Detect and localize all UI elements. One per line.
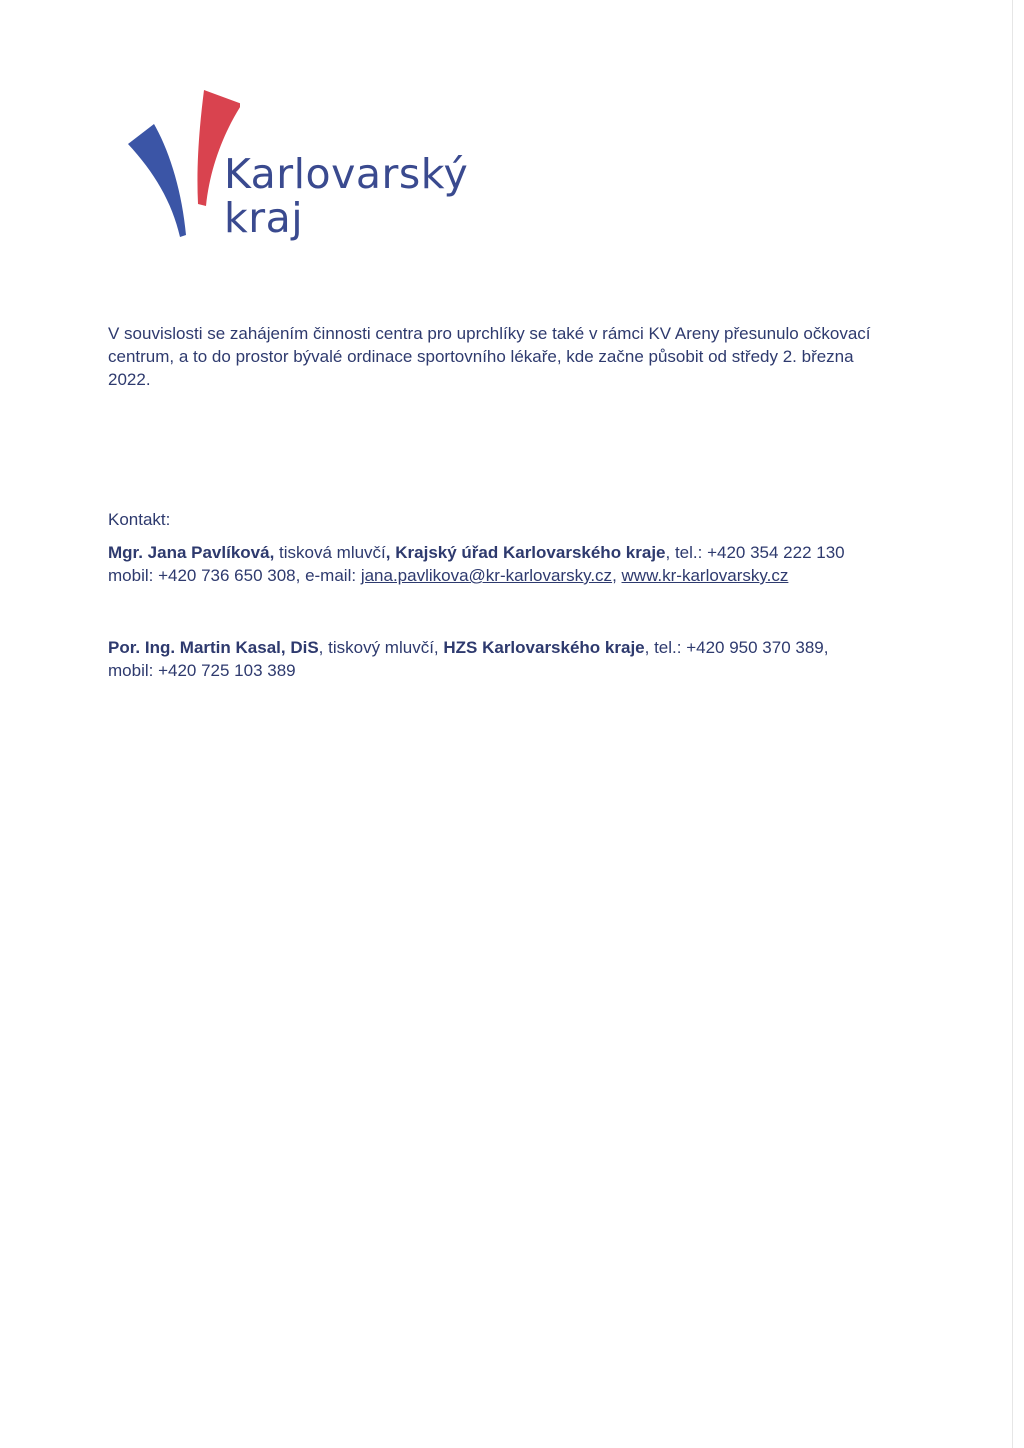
logo-text-line2: kraj	[224, 194, 304, 242]
contact-block-pavlikova	[108, 541, 908, 587]
page-edge-line	[1012, 0, 1013, 1448]
contact-phone: , tel.: +420 354 222 130	[665, 543, 845, 562]
kontakt-label: Kontakt:	[108, 510, 171, 529]
contact-name: Por. Ing. Martin Kasal, DiS	[108, 638, 319, 657]
contact-phone: , tel.: +420 950 370 389,	[644, 638, 829, 657]
contact-line	[108, 636, 908, 659]
karlovarsky-kraj-logo	[120, 82, 500, 252]
logo-text-line1: Karlovarský	[224, 150, 469, 198]
contact-organization: , Krajský úřad Karlovarského kraje	[385, 543, 666, 562]
contact-role: , tiskový mluvčí,	[318, 638, 444, 657]
logo-wordmark	[224, 152, 468, 240]
contact-name: Mgr. Jana Pavlíková,	[108, 543, 275, 562]
contact-line	[108, 541, 908, 564]
announcement-paragraph: V souvislosti se zahájením činnosti centra pro uprchlíky se také v rámci KV Areny přesunulo očkovací centrum, a to do prostor bývalé ordinace sportovního lékaře, kde začne působit od středy 2. března 2022.	[108, 324, 871, 389]
contact-organization: HZS Karlovarského kraje	[443, 638, 645, 657]
contact-role: tisková mluvčí	[274, 543, 386, 562]
website-link[interactable]: www.kr-karlovarsky.cz	[621, 566, 789, 585]
logo-mark-icon	[120, 82, 240, 242]
separator: ,	[612, 566, 622, 585]
contact-mobile: mobil: +420 725 103 389	[108, 661, 296, 680]
email-link[interactable]: jana.pavlikova@kr-karlovarsky.cz	[360, 566, 613, 585]
contact-mobile: mobil: +420 736 650 308, e-mail:	[108, 566, 361, 585]
contact-block-kasal	[108, 636, 908, 682]
contact-line	[108, 564, 908, 587]
